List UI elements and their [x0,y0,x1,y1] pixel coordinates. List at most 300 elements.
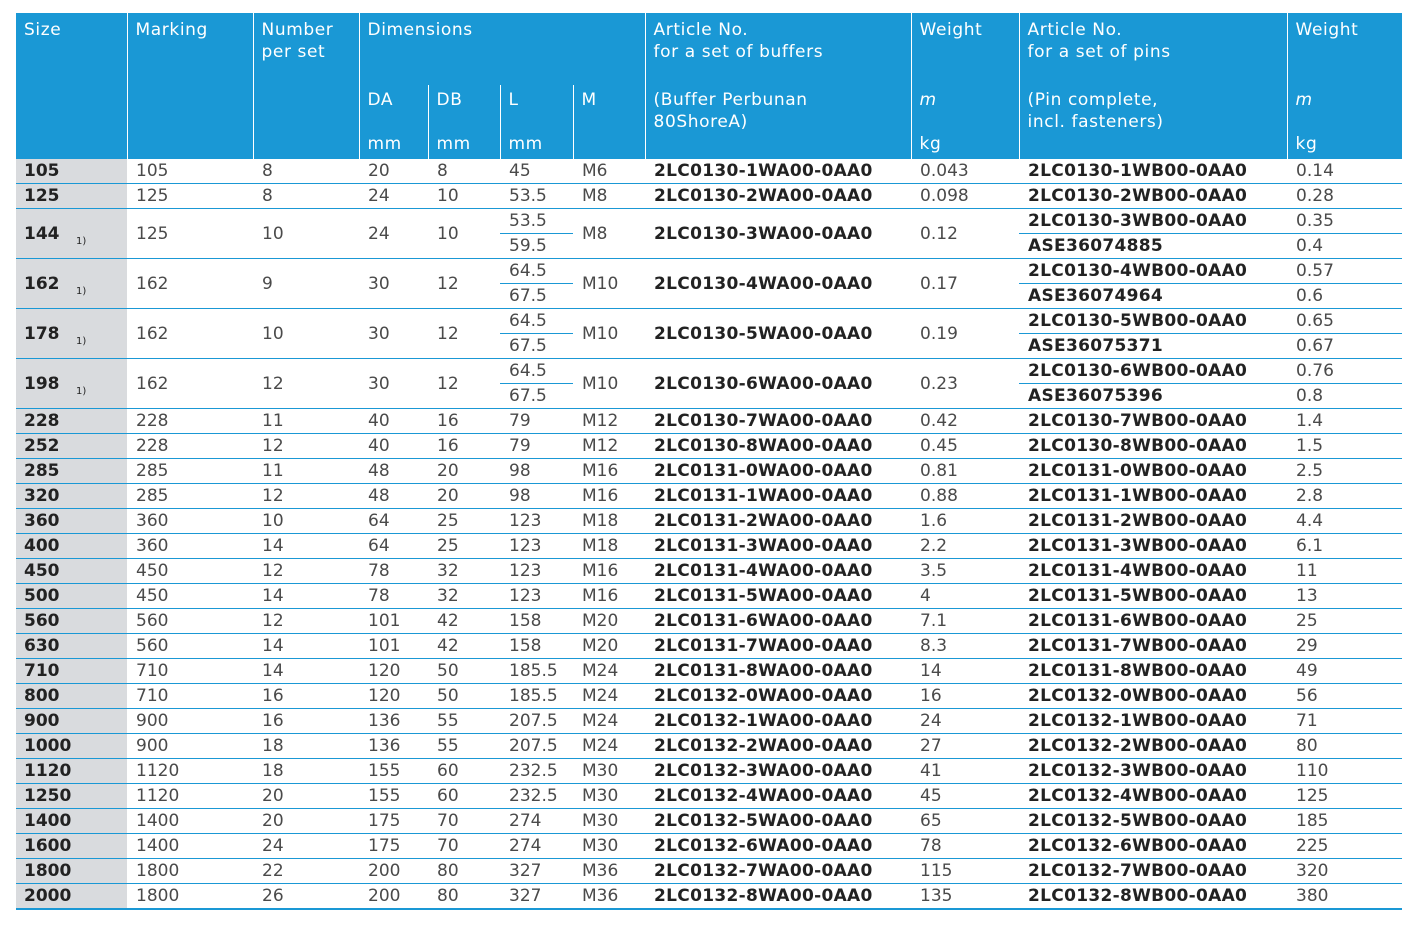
footnote-marker: 1) [76,235,87,247]
weight-buffer-cell: 0.043 [911,159,1019,184]
weight-pin-cell: 56 [1287,684,1402,709]
l-cell: 64.5 [509,361,547,381]
header-unit-da: mm [359,133,428,159]
m-cell: M18 [573,509,645,534]
m-cell: M16 [573,459,645,484]
size-value: 162 [24,273,60,294]
table-row [16,159,1402,184]
da-cell: 78 [359,584,428,609]
da-cell: 64 [359,534,428,559]
m-cell: M30 [573,759,645,784]
weight-buffer-cell: 65 [911,809,1019,834]
number-per-set-cell: 12 [253,434,359,459]
weight-buffer-cell: 115 [911,859,1019,884]
size-cell [16,734,127,759]
size-cell [16,209,127,259]
table-row [16,409,1402,434]
header-weight-buffers: Weight [911,13,1019,85]
weight-pin-cell: 0.28 [1287,184,1402,209]
marking-cell: 285 [127,459,253,484]
marking-cell: 560 [127,634,253,659]
table-row [16,834,1402,859]
weight-pin-cell: 11 [1287,559,1402,584]
db-cell: 32 [428,559,500,584]
article-pin-cell: 2LC0132-8WB00-0AA0 [1019,884,1287,910]
number-per-set-cell: 8 [253,184,359,209]
header-article-buffers: Article No. for a set of buffers [645,13,911,85]
db-cell: 20 [428,459,500,484]
db-cell: 10 [428,209,500,259]
weight-pin-cell: 125 [1287,784,1402,809]
db-cell: 20 [428,484,500,509]
l-cell: 53.5 [509,211,547,231]
number-per-set-cell: 22 [253,859,359,884]
db-cell: 8 [428,159,500,184]
l-cell: 207.5 [500,709,573,734]
l-cell: 45 [500,159,573,184]
number-per-set-cell: 18 [253,759,359,784]
article-pin-cell: 2LC0132-5WB00-0AA0 [1019,809,1287,834]
weight-pin-cell: 0.4 [1287,234,1402,259]
size-cell [16,559,127,584]
article-pin-cell: 2LC0130-8WB00-0AA0 [1019,434,1287,459]
l-cell: 274 [500,834,573,859]
weight-pin-cell: 0.35 [1287,209,1402,234]
da-cell: 155 [359,784,428,809]
da-cell: 155 [359,759,428,784]
l-cell: 327 [500,859,573,884]
m-cell: M18 [573,534,645,559]
size-value: 630 [24,636,60,656]
m-cell: M10 [573,359,645,409]
size-cell [16,259,127,309]
da-cell: 136 [359,734,428,759]
db-cell: 32 [428,584,500,609]
article-buffer-cell: 2LC0130-5WA00-0AA0 [645,309,911,359]
m-cell: M12 [573,434,645,459]
m-cell: M16 [573,484,645,509]
da-cell: 200 [359,859,428,884]
da-cell: 48 [359,484,428,509]
number-per-set-cell: 12 [253,359,359,409]
article-pin-cell: ASE36075396 [1019,384,1287,409]
article-pin-cell: ASE36074885 [1019,234,1287,259]
size-cell [16,309,127,359]
article-buffer-cell: 2LC0131-2WA00-0AA0 [645,509,911,534]
l-cell: 79 [500,434,573,459]
article-pin-cell: 2LC0132-2WB00-0AA0 [1019,734,1287,759]
article-buffer-cell: 2LC0131-0WA00-0AA0 [645,459,911,484]
article-pin-cell: ASE36075371 [1019,334,1287,359]
header-unit-db: mm [428,133,500,159]
marking-cell: 900 [127,709,253,734]
db-cell: 10 [428,184,500,209]
marking-cell: 285 [127,484,253,509]
article-buffer-cell: 2LC0132-1WA00-0AA0 [645,709,911,734]
header-buffer-desc: (Buffer Perbunan 80ShoreA) [645,85,911,159]
m-cell: M16 [573,559,645,584]
da-cell: 30 [359,259,428,309]
weight-pin-cell: 13 [1287,584,1402,609]
table-row [16,484,1402,509]
weight-pin-cell: 0.65 [1287,309,1402,334]
number-per-set-cell: 11 [253,409,359,434]
weight-pin-cell: 0.14 [1287,159,1402,184]
weight-pin-cell: 185 [1287,809,1402,834]
size-value: 900 [24,711,60,731]
number-per-set-cell: 10 [253,509,359,534]
article-buffer-cell: 2LC0132-6WA00-0AA0 [645,834,911,859]
size-cell [16,509,127,534]
table-row [16,534,1402,559]
marking-cell: 360 [127,534,253,559]
number-per-set-cell: 11 [253,459,359,484]
weight-buffer-cell: 2.2 [911,534,1019,559]
l-cell: 64.5 [509,261,547,281]
size-cell [16,634,127,659]
da-cell: 40 [359,434,428,459]
weight-buffer-cell: 41 [911,759,1019,784]
l-cell: 67.5 [500,384,573,409]
m-cell: M12 [573,409,645,434]
article-buffer-cell: 2LC0132-2WA00-0AA0 [645,734,911,759]
header-article-pins: Article No. for a set of pins [1019,13,1287,85]
table-row [16,884,1402,910]
article-pin-cell: 2LC0131-2WB00-0AA0 [1019,509,1287,534]
table-row [16,459,1402,484]
marking-cell: 900 [127,734,253,759]
weight-buffer-cell: 3.5 [911,559,1019,584]
weight-pin-cell: 110 [1287,759,1402,784]
l-cell: 123 [500,509,573,534]
l-cell: 274 [500,809,573,834]
m-cell: M8 [573,184,645,209]
da-cell: 175 [359,809,428,834]
db-cell: 70 [428,834,500,859]
table-row [16,734,1402,759]
weight-buffer-cell: 14 [911,659,1019,684]
da-cell: 40 [359,409,428,434]
size-value: 228 [24,411,60,431]
weight-pin-cell: 6.1 [1287,534,1402,559]
l-cell: 67.5 [500,334,573,359]
da-cell: 30 [359,309,428,359]
size-cell [16,684,127,709]
weight-pin-cell: 0.8 [1287,384,1402,409]
weight-buffer-cell: 78 [911,834,1019,859]
table-row [16,259,1402,284]
article-pin-cell: 2LC0132-7WB00-0AA0 [1019,859,1287,884]
db-cell: 12 [428,259,500,309]
weight-buffer-cell: 0.42 [911,409,1019,434]
db-cell: 60 [428,784,500,809]
article-buffer-cell: 2LC0132-0WA00-0AA0 [645,684,911,709]
size-cell [16,159,127,184]
table-row [16,359,1402,384]
number-per-set-cell: 8 [253,159,359,184]
table-row [16,809,1402,834]
size-value: 125 [24,186,60,206]
article-pin-cell: 2LC0130-2WB00-0AA0 [1019,184,1287,209]
article-buffer-cell: 2LC0132-8WA00-0AA0 [645,884,911,910]
size-value: 252 [24,436,60,456]
weight-pin-cell: 1.5 [1287,434,1402,459]
weight-buffer-cell: 135 [911,884,1019,910]
l-cell: 185.5 [500,659,573,684]
table-row [16,184,1402,209]
weight-buffer-cell: 0.88 [911,484,1019,509]
da-cell: 101 [359,634,428,659]
weight-pin-cell: 320 [1287,859,1402,884]
m-cell: M24 [573,734,645,759]
weight-buffer-cell: 27 [911,734,1019,759]
table-row [16,634,1402,659]
article-pin-cell: 2LC0132-1WB00-0AA0 [1019,709,1287,734]
article-pin-cell: 2LC0131-7WB00-0AA0 [1019,634,1287,659]
size-cell [16,659,127,684]
db-cell: 12 [428,309,500,359]
weight-pin-cell: 225 [1287,834,1402,859]
marking-cell: 105 [127,159,253,184]
weight-pin-cell: 80 [1287,734,1402,759]
article-buffer-cell: 2LC0132-4WA00-0AA0 [645,784,911,809]
marking-cell: 360 [127,509,253,534]
header-db: DB [428,85,500,133]
db-cell: 42 [428,634,500,659]
number-per-set-cell: 14 [253,534,359,559]
da-cell: 200 [359,884,428,910]
size-cell [16,359,127,409]
marking-cell: 1120 [127,784,253,809]
weight-buffer-cell: 7.1 [911,609,1019,634]
size-value: 2000 [24,886,72,906]
number-per-set-cell: 16 [253,684,359,709]
number-per-set-cell: 16 [253,709,359,734]
marking-cell: 1800 [127,859,253,884]
table-row [16,434,1402,459]
marking-cell: 162 [127,259,253,309]
article-buffer-cell: 2LC0130-6WA00-0AA0 [645,359,911,409]
number-per-set-cell: 12 [253,609,359,634]
da-cell: 24 [359,184,428,209]
db-cell: 42 [428,609,500,634]
header-pin-desc: (Pin complete, incl. fasteners) [1019,85,1287,159]
weight-pin-cell: 25 [1287,609,1402,634]
article-pin-cell: 2LC0132-4WB00-0AA0 [1019,784,1287,809]
da-cell: 175 [359,834,428,859]
weight-buffer-cell: 0.23 [911,359,1019,409]
size-value: 1250 [24,786,72,806]
table-row [16,309,1402,334]
table-row [16,659,1402,684]
l-cell: 207.5 [500,734,573,759]
marking-cell: 162 [127,309,253,359]
weight-buffer-cell: 45 [911,784,1019,809]
size-value: 285 [24,461,60,481]
weight-pin-cell: 71 [1287,709,1402,734]
header-weight-pins: Weight [1287,13,1402,85]
article-pin-cell: 2LC0132-6WB00-0AA0 [1019,834,1287,859]
size-cell [16,484,127,509]
header-da: DA [359,85,428,133]
db-cell: 25 [428,509,500,534]
da-cell: 78 [359,559,428,584]
size-value: 1400 [24,811,72,831]
number-per-set-cell: 20 [253,784,359,809]
db-cell: 55 [428,734,500,759]
l-cell: 67.5 [500,284,573,309]
marking-cell: 125 [127,184,253,209]
db-cell: 25 [428,534,500,559]
number-per-set-cell: 18 [253,734,359,759]
size-cell [16,434,127,459]
marking-cell: 710 [127,684,253,709]
weight-pin-cell: 2.5 [1287,459,1402,484]
article-pin-cell: 2LC0131-0WB00-0AA0 [1019,459,1287,484]
weight-pin-cell: 0.6 [1287,284,1402,309]
m-cell: M6 [573,159,645,184]
header-unit-l: mm [500,133,573,159]
size-value: 320 [24,486,60,506]
l-cell: 158 [500,634,573,659]
da-cell: 30 [359,359,428,409]
size-cell [16,884,127,910]
size-value: 560 [24,611,60,631]
weight-pin-cell: 1.4 [1287,409,1402,434]
db-cell: 55 [428,709,500,734]
weight-buffer-cell: 16 [911,684,1019,709]
article-buffer-cell: 2LC0131-3WA00-0AA0 [645,534,911,559]
table-row [16,584,1402,609]
article-pin-cell: 2LC0131-5WB00-0AA0 [1019,584,1287,609]
header-size: Size [16,13,127,159]
db-cell: 50 [428,684,500,709]
marking-cell: 450 [127,559,253,584]
size-value: 500 [24,586,60,606]
marking-cell: 1800 [127,884,253,910]
weight-pin-cell: 2.8 [1287,484,1402,509]
size-cell [16,534,127,559]
size-cell [16,809,127,834]
da-cell: 120 [359,659,428,684]
table-body [16,159,1402,909]
m-cell: M30 [573,784,645,809]
table-row [16,684,1402,709]
weight-pin-cell: 0.57 [1287,259,1402,284]
article-buffer-cell: 2LC0132-5WA00-0AA0 [645,809,911,834]
size-value: 1120 [24,761,72,781]
da-cell: 20 [359,159,428,184]
l-cell: 158 [500,609,573,634]
article-pin-cell: 2LC0130-4WB00-0AA0 [1019,259,1287,284]
l-cell: 123 [500,559,573,584]
header-l: L [500,85,573,133]
da-cell: 48 [359,459,428,484]
article-buffer-cell: 2LC0132-7WA00-0AA0 [645,859,911,884]
table-row [16,709,1402,734]
article-pin-cell: 2LC0130-6WB00-0AA0 [1019,359,1287,384]
da-cell: 64 [359,509,428,534]
size-cell [16,459,127,484]
article-pin-cell: 2LC0130-7WB00-0AA0 [1019,409,1287,434]
size-value: 1600 [24,836,72,856]
size-value: 360 [24,511,60,531]
article-pin-cell: 2LC0130-1WB00-0AA0 [1019,159,1287,184]
article-buffer-cell: 2LC0130-3WA00-0AA0 [645,209,911,259]
article-buffer-cell: 2LC0130-7WA00-0AA0 [645,409,911,434]
da-cell: 136 [359,709,428,734]
table-row [16,859,1402,884]
table-row [16,784,1402,809]
l-cell: 232.5 [500,759,573,784]
m-cell: M20 [573,634,645,659]
article-buffer-cell: 2LC0131-8WA00-0AA0 [645,659,911,684]
number-per-set-cell: 24 [253,834,359,859]
db-cell: 50 [428,659,500,684]
number-per-set-cell: 14 [253,584,359,609]
l-cell: 53.5 [500,184,573,209]
marking-cell: 450 [127,584,253,609]
article-buffer-cell: 2LC0131-5WA00-0AA0 [645,584,911,609]
size-cell [16,784,127,809]
number-per-set-cell: 10 [253,309,359,359]
table-row [16,609,1402,634]
marking-cell: 228 [127,409,253,434]
size-cell [16,584,127,609]
marking-cell: 710 [127,659,253,684]
footnote-marker: 1) [76,335,87,347]
l-cell: 98 [500,484,573,509]
number-per-set-cell: 14 [253,659,359,684]
size-value: 105 [24,161,60,181]
article-buffer-cell: 2LC0131-7WA00-0AA0 [645,634,911,659]
size-value: 1000 [24,736,72,756]
db-cell: 16 [428,409,500,434]
article-buffer-cell: 2LC0131-6WA00-0AA0 [645,609,911,634]
size-value: 710 [24,661,60,681]
size-cell [16,834,127,859]
m-cell: M36 [573,884,645,910]
size-value: 144 [24,223,60,244]
article-pin-cell: 2LC0132-0WB00-0AA0 [1019,684,1287,709]
marking-cell: 1400 [127,834,253,859]
weight-pin-cell: 29 [1287,634,1402,659]
size-cell [16,859,127,884]
m-cell: M16 [573,584,645,609]
header-marking: Marking [127,13,253,159]
article-buffer-cell: 2LC0132-3WA00-0AA0 [645,759,911,784]
table-row [16,509,1402,534]
weight-buffer-cell: 0.12 [911,209,1019,259]
l-cell: 123 [500,534,573,559]
db-cell: 60 [428,759,500,784]
db-cell: 70 [428,809,500,834]
number-per-set-cell: 20 [253,809,359,834]
header-unit-w1: kg [911,133,1019,159]
size-cell [16,409,127,434]
header-number-per-set: Number per set [253,13,359,159]
size-value: 178 [24,323,60,344]
db-cell: 80 [428,859,500,884]
m-cell: M24 [573,709,645,734]
weight-pin-cell: 49 [1287,659,1402,684]
size-cell [16,184,127,209]
weight-buffer-cell: 0.17 [911,259,1019,309]
m-cell: M36 [573,859,645,884]
article-buffer-cell: 2LC0130-4WA00-0AA0 [645,259,911,309]
number-per-set-cell: 26 [253,884,359,910]
weight-buffer-cell: 0.45 [911,434,1019,459]
